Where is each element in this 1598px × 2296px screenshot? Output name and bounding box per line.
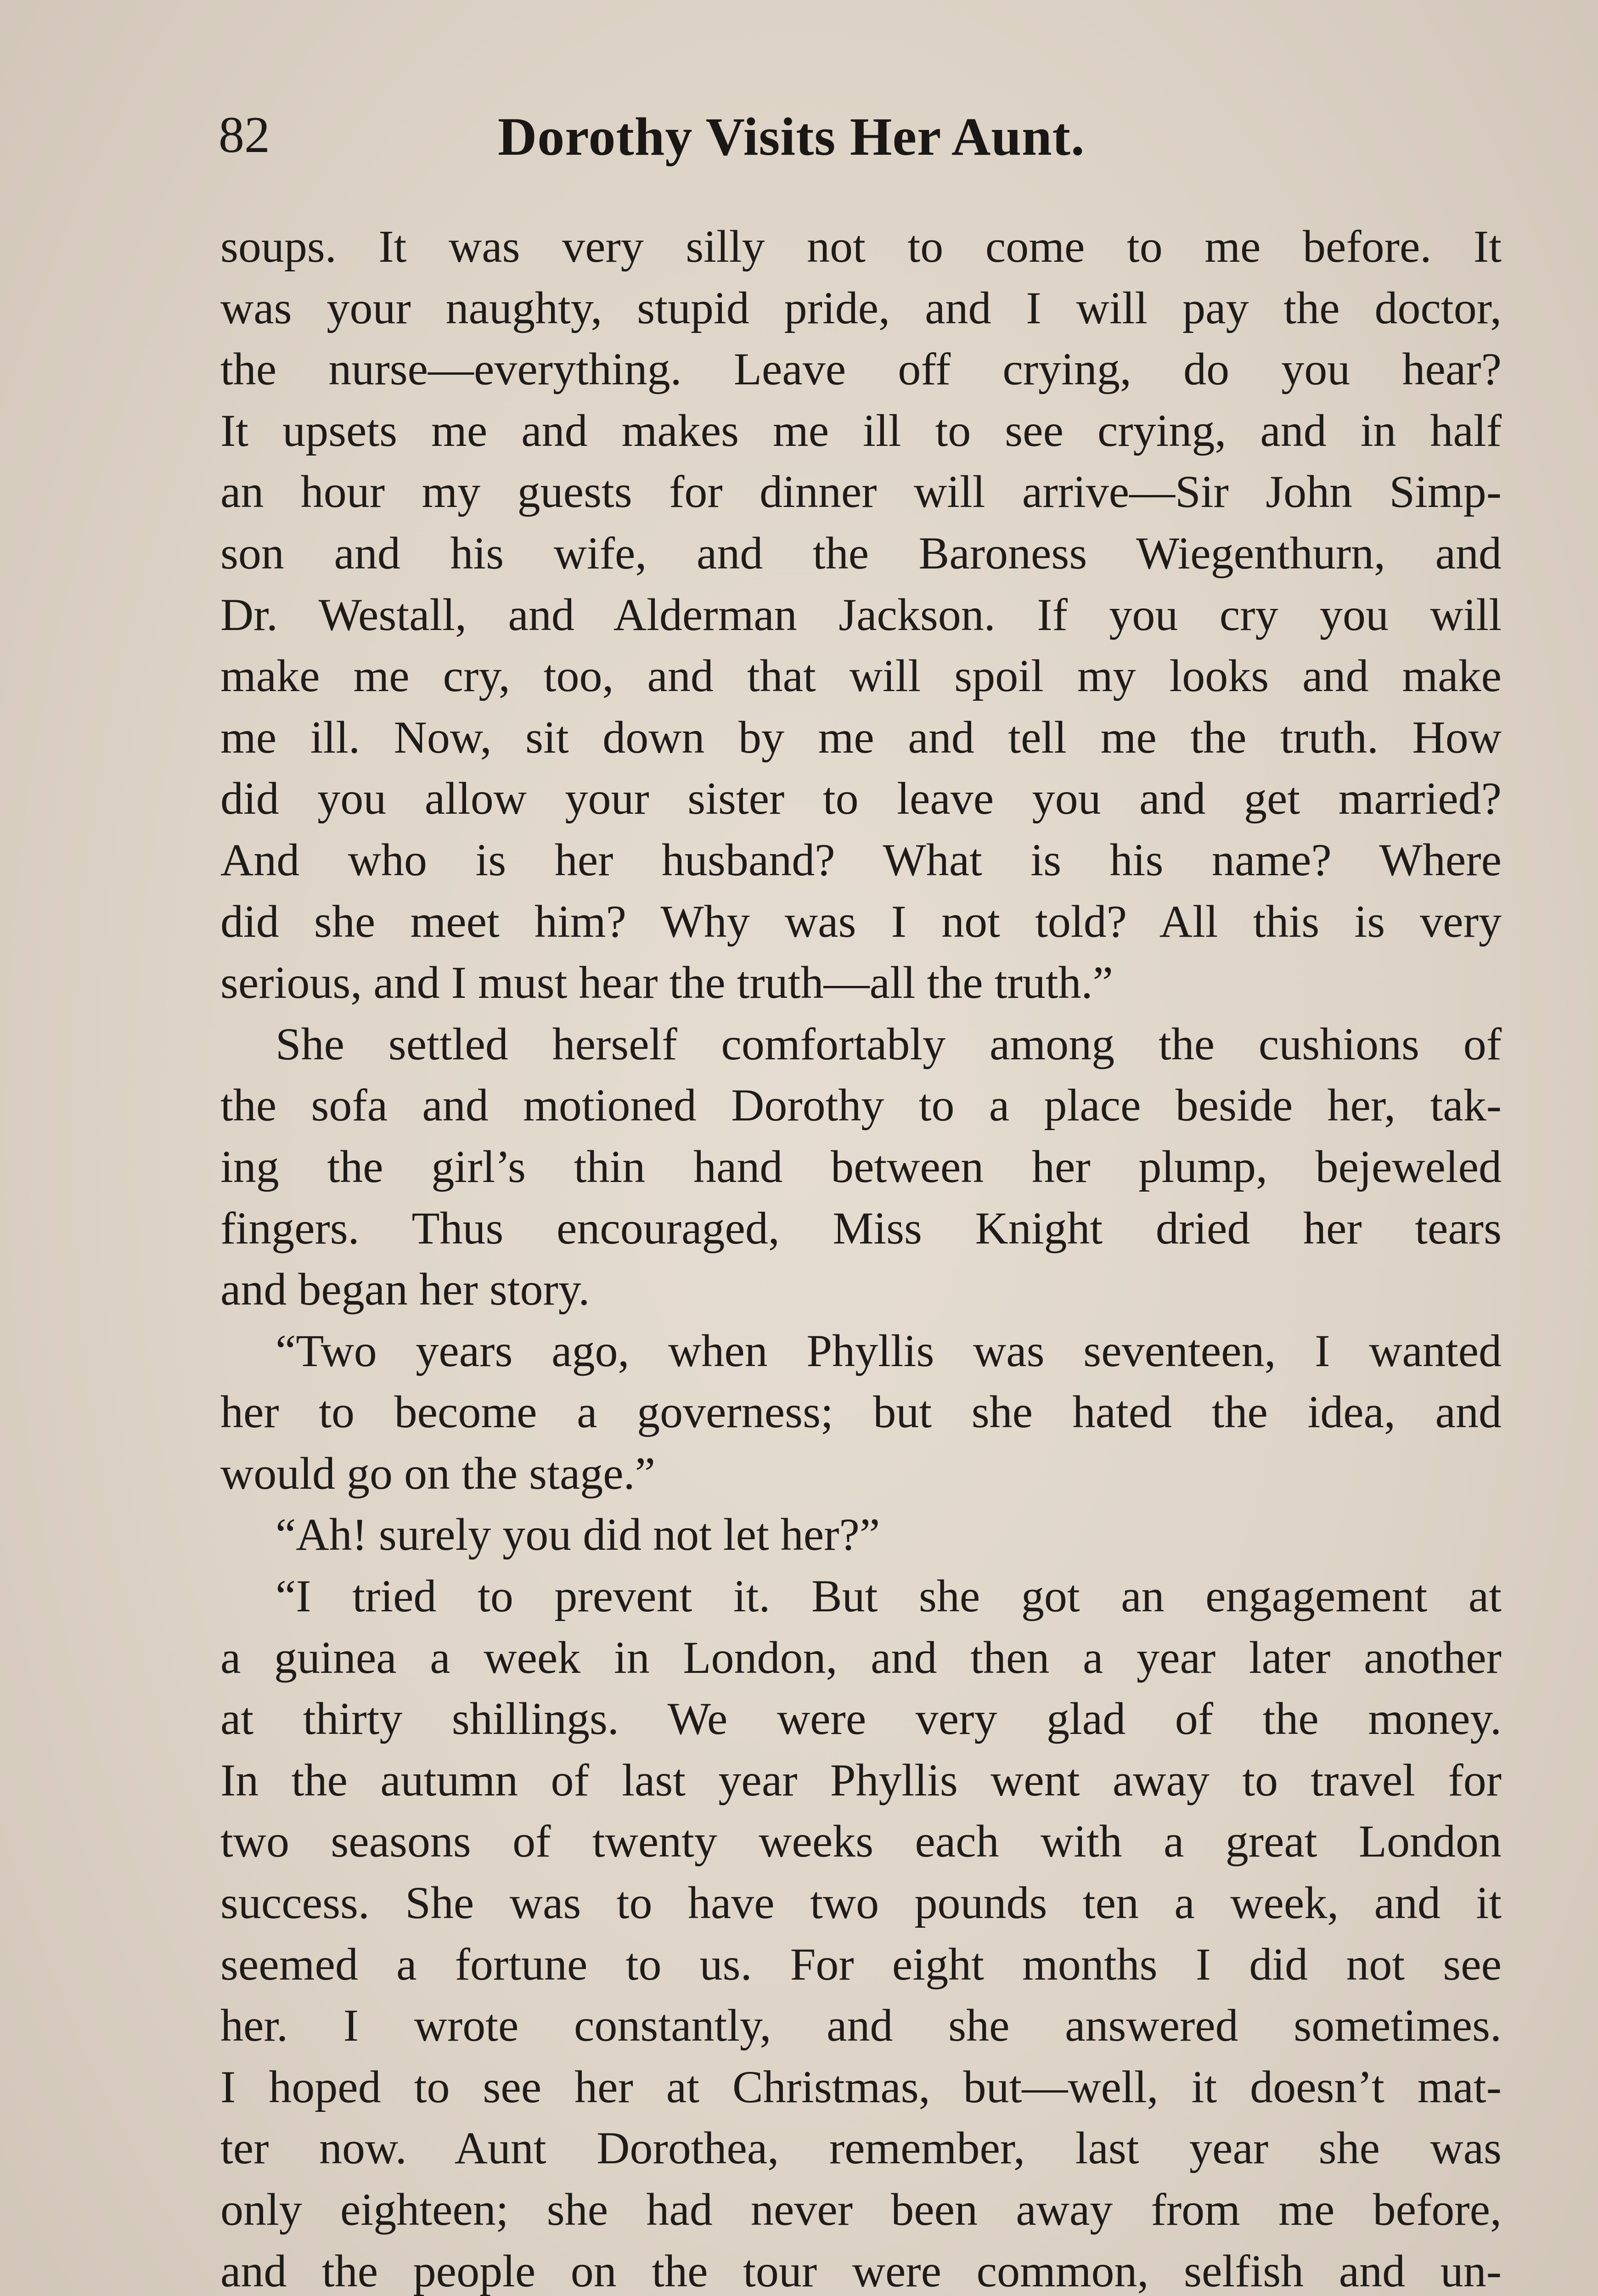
text-line: I hoped to see her at Christmas, but—well, it doesn’t mat- <box>220 2061 1502 2112</box>
text-line: “Two years ago, when Phyllis was seventeen, I wanted <box>276 1325 1502 1376</box>
text-line: would go on the stage.” <box>220 1447 656 1499</box>
text-line: two seasons of twenty weeks each with a great London <box>220 1816 1502 1867</box>
text-line: me ill. Now, sit down by me and tell me the truth. How <box>220 711 1502 763</box>
text-line: She settled herself comfortably among the cushions of <box>276 1018 1502 1069</box>
text-line: “Ah! surely you did not let her?” <box>276 1509 880 1560</box>
text-line: the sofa and motioned Dorothy to a place beside her, tak- <box>220 1080 1502 1131</box>
text-line: It upsets me and makes me ill to see crying, and in half <box>220 405 1502 456</box>
text-line: and began her story. <box>220 1264 590 1315</box>
text-line: success. She was to have two pounds ten a week, and it <box>220 1877 1502 1929</box>
text-line: did you allow your sister to leave you and get married? <box>220 773 1502 824</box>
text-line: son and his wife, and the Baroness Wiegenthurn, and <box>220 527 1502 579</box>
text-line: at thirty shillings. We were very glad of the money. <box>220 1693 1502 1745</box>
text-line: her. I wrote constantly, and she answered sometimes. <box>220 2000 1502 2051</box>
text-line: serious, and I must hear the truth—all the truth.” <box>220 957 1113 1008</box>
page-number: 82 <box>219 107 270 163</box>
text-line: the nurse—everything. Leave off crying, do you hear? <box>220 343 1502 395</box>
text-line: an hour my guests for dinner will arrive—Sir John Simp- <box>220 466 1502 518</box>
text-line: did she meet him? Why was I not told? All this is very <box>220 895 1502 947</box>
text-line: ing the girl’s thin hand between her plump, bejeweled <box>220 1141 1502 1192</box>
text-line: fingers. Thus encouraged, Miss Knight dried her tears <box>220 1202 1502 1254</box>
text-line: ter now. Aunt Dorothea, remember, last year she was <box>220 2122 1502 2174</box>
text-line: was your naughty, stupid pride, and I will pay the doctor, <box>220 282 1502 333</box>
text-line: “I tried to prevent it. But she got an engagement at <box>276 1570 1502 1622</box>
running-head <box>219 96 1504 188</box>
page-title: Dorothy Visits Her Aunt. <box>498 107 1085 167</box>
text-line: only eighteen; she had never been away from me before, <box>220 2184 1502 2235</box>
text-line: Dr. Westall, and Alderman Jackson. If you cry you will <box>220 589 1502 640</box>
text-line: a guinea a week in London, and then a year later another <box>220 1632 1502 1683</box>
body-text <box>220 216 1502 2296</box>
text-line: In the autumn of last year Phyllis went away to travel for <box>220 1754 1502 1806</box>
text-line: And who is her husband? What is his name? Where <box>220 834 1502 885</box>
text-line: her to become a governess; but she hated the idea, and <box>220 1386 1502 1438</box>
text-line: make me cry, too, and that will spoil my looks and make <box>220 650 1502 702</box>
text-line: and the people on the tour were common, selfish and un- <box>220 2245 1502 2296</box>
text-line: soups. It was very silly not to come to me before. It <box>220 221 1502 272</box>
text-line: seemed a fortune to us. For eight months I did not see <box>220 1938 1502 1990</box>
